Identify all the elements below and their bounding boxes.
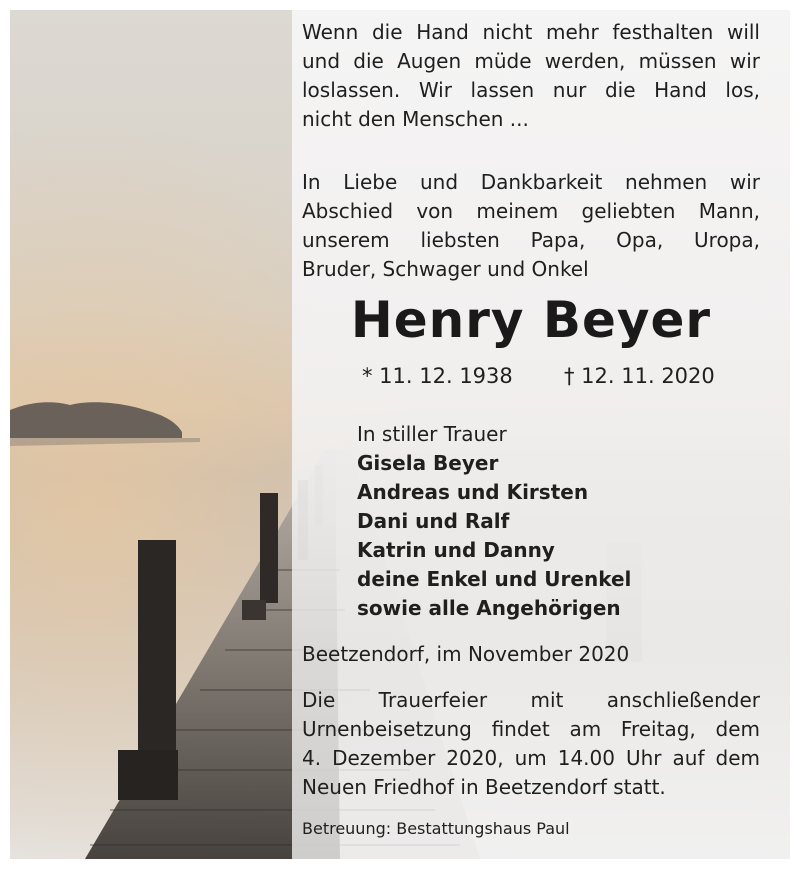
funeral-line: Urnenbeisetzung findet am Freitag, dem [302,717,760,741]
poem-line: Wenn die Hand nicht mehr festhalten will [302,20,760,44]
funeral-line: Die Trauerfeier mit anschließender [302,688,760,712]
mourner-name: Andreas und Kirsten [357,480,589,504]
mourner-name: sowie alle Angehörigen [357,596,621,620]
funeral-line: 4. Dezember 2020, um 14.00 Uhr auf dem [302,746,760,770]
intro-line: unserem liebsten Papa, Opa, Uropa, [302,228,760,252]
deceased-name: Henry Beyer [350,291,712,349]
poem [302,18,760,134]
death-date: † 12. 11. 2020 [564,364,715,388]
mourner-name: Gisela Beyer [357,451,499,475]
mourner-name: Dani und Ralf [357,509,510,533]
poem-line: loslassen. Wir lassen nur die Hand los, [302,78,760,102]
birth-date: * 11. 12. 1938 [362,364,513,388]
funeral-home: Betreuung: Bestattungshaus Paul [302,819,570,838]
intro-text [302,168,760,284]
mourner-name: deine Enkel und Urenkel [357,567,632,591]
intro-line: In Liebe und Dankbarkeit nehmen wir [302,170,760,194]
funeral-line: Neuen Friedhof in Beetzendorf statt. [302,775,666,799]
poem-line: und die Augen müde werden, müssen wir [302,49,760,73]
mourners-list [357,420,631,623]
mourners-heading: In stiller Trauer [357,422,507,446]
place-date: Beetzendorf, im November 2020 [302,642,630,666]
intro-line: Bruder, Schwager und Onkel [302,257,589,281]
poem-line: nicht den Menschen ... [302,107,529,131]
intro-line: Abschied von meinem geliebten Mann, [302,199,760,223]
mourner-name: Katrin und Danny [357,538,555,562]
funeral-info [302,686,760,802]
